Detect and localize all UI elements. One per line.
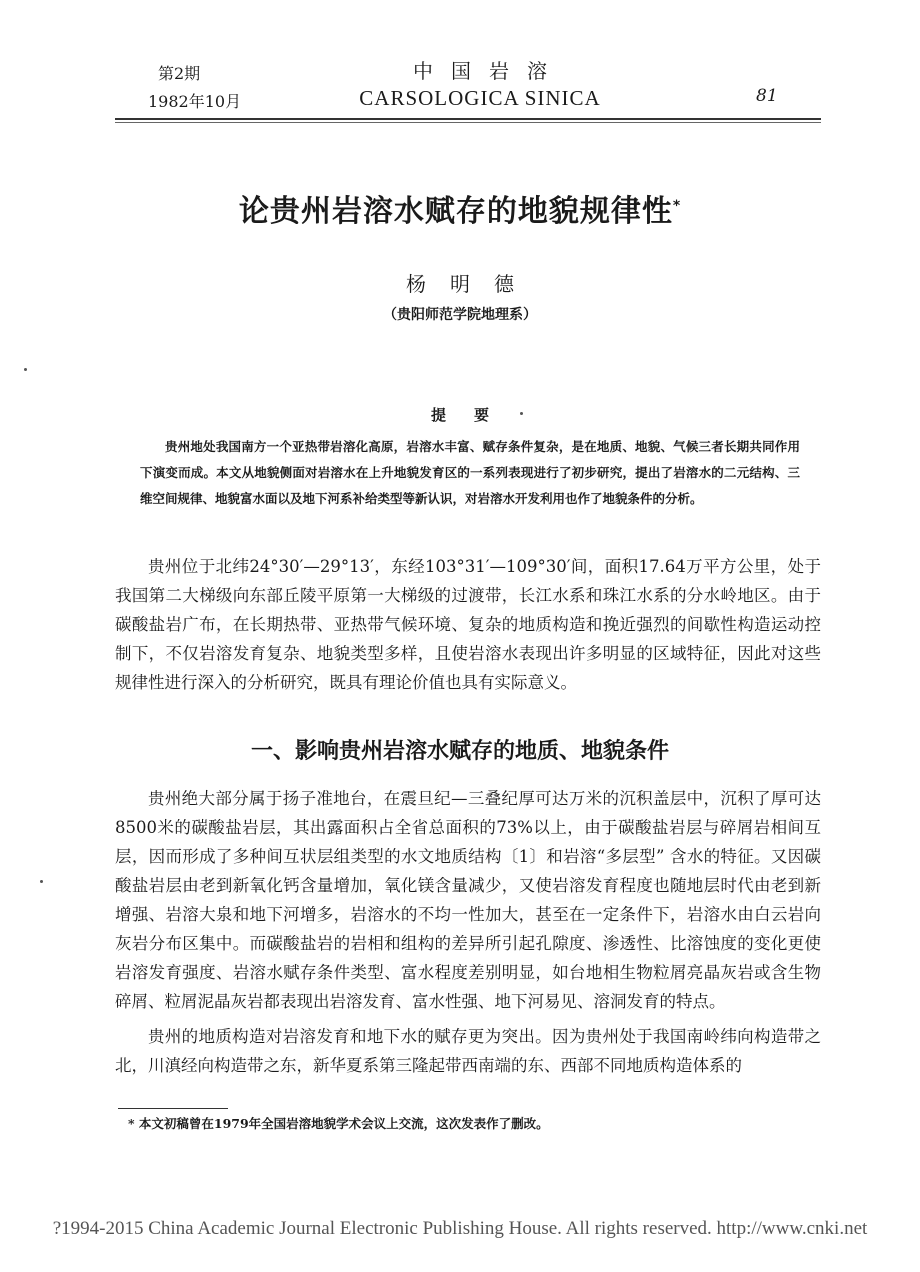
copyright-footer: ?1994-2015 China Academic Journal Electronic Publishing House. All rights reserved. http://www.cnki.net: [52, 1218, 868, 1239]
footnote-rule: [118, 1108, 228, 1109]
scan-speck: [40, 880, 43, 883]
header-rule-thin: [115, 122, 821, 123]
article-title: [0, 186, 920, 230]
issue-number: 第2期: [158, 64, 201, 83]
intro-paragraph: 贵州位于北纬24°30′—29°13′，东经103°31′—109°30′间，面积17.64万平方公里，处于我国第二大梯级向东部丘陵平原第一大梯级的过渡带，长江水系和珠江水系的分水岭地区。由于碳酸盐岩广布，在长期热带、亚热带气候环境、复杂的地质构造和挽近强烈的间歇性构造运动控制下，不仅岩溶发育复杂、地貌类型多样，且使岩溶水表现出许多明显的区域特征，因此对这些规律性进行深入的分析研究，既具有理论价值也具有实际意义。: [115, 557, 821, 692]
journal-masthead: [330, 58, 630, 112]
article-title-text: 论贵州岩溶水赋存的地貌规律性: [238, 194, 673, 229]
body-paragraph: 贵州绝大部分属于扬子准地台，在震旦纪—三叠纪厚可达万米的沉积盖层中，沉积了厚可达8500米的碳酸盐岩层，其出露面积占全省总面积的73%以上，由于碳酸盐岩层与碎屑岩相间互层，因而形成了多种间互状层组类型的水文地质结构〔1〕和岩溶“多层型” 含水的特征。又因碳酸盐岩层由老到新氧化钙含量增加，氧化镁含量减少，又使岩溶发育程度也随地层时代由老到新增强、岩溶大泉和地下河增多，岩溶水的不均一性加大，甚至在一定条件下，岩溶水由白云岩向灰岩分布区集中。而碳酸盐岩的岩相和组构的差异所引起孔隙度、渗透性、比溶蚀度的变化更使岩溶发育强度、岩溶水赋存条件类型、富水程度差别明显，如台地相生物粒屑亮晶灰岩或含生物碎屑、粒屑泥晶灰岩都表现出岩溶发育、富水性强、地下河易见、溶洞发育的特点。: [115, 789, 821, 1011]
page-number: 81: [756, 86, 778, 106]
abstract-heading: 提要: [430, 406, 517, 424]
footnote: * 本文初稿曾在1979年全国岩溶地貌学术会议上交流，这次发表作了删改。: [128, 1116, 549, 1131]
issue-date: 1982年10月: [148, 92, 242, 111]
journal-name-cn: 中国岩溶: [413, 59, 565, 83]
section-heading: 一、影响贵州岩溶水赋存的地质、地貌条件: [250, 739, 669, 764]
issue-info: [148, 60, 241, 116]
author-name: 杨明德: [406, 272, 538, 296]
author-affiliation: （贵阳师范学院地理系）: [383, 307, 537, 323]
title-footnote-mark: *: [672, 198, 682, 214]
header-rule: [115, 118, 821, 120]
journal-name-en: CARSOLOGICA SINICA: [359, 86, 601, 110]
abstract-text: 贵州地处我国南方一个亚热带岩溶化高原，岩溶水丰富、赋存条件复杂，是在地质、地貌、气候三者长期共同作用下演变而成。本文从地貌侧面对岩溶水在上升地貌发育区的一系列表现进行了初步研究，提出了岩溶水的二元结构、三维空间规律、地貌富水面以及地下河系补给类型等新认识，对岩溶水开发利用也作了地貌条件的分析。: [140, 439, 800, 506]
scan-speck: [24, 368, 27, 371]
body-paragraph: 贵州的地质构造对岩溶发育和地下水的赋存更为突出。因为贵州处于我国南岭纬向构造带之北，川滇经向构造带之东，新华夏系第三隆起带西南端的东、西部不同地质构造体系的: [115, 1027, 821, 1075]
